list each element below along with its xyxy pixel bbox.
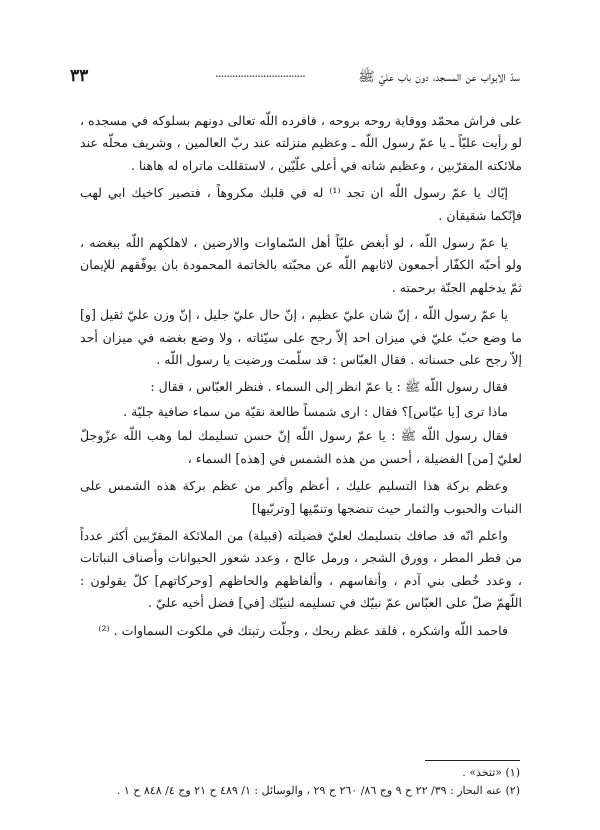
header-dot-leader: ................................	[214, 66, 305, 80]
paragraph-3: يا عمّ رسول اللّه ، لو أبغض عليّاً أهل السّماوات والارضين ، لاهلكهم اللّه ببغضه ، ولو أحبّه الكفّار أجمعون لاثابهم اللّه عن محبّته بالخاتمة المحمودة بان يوفّقهم للإيمان ثمّ يدخلهم الجنّة برحمته .	[80, 235, 522, 295]
running-header	[70, 68, 520, 90]
footnote-separator	[425, 760, 520, 761]
paragraph-9: واعلم انّه قد صافك بتسليمك لعليّ فضيلته (قبيلة) من الملائكة المقرّبين أكثر عدداً من قطر المطر ، وورق الشجر ، ورمل عالج ، وعدد شعور الحيوانات وأصناف النباتات ، وعدد خُطى بني آدم ، وأنفاسهم ، وألفاظهم والحاظهم [وحركاتهم] كلّ يقولون : اللّهمّ صلّ على العبّاس عمّ نبيّك في تسليمه لنبيّك [في] فضل أخيه عليّ .	[80, 527, 522, 611]
paragraph-4: يا عمّ رسول اللّه ، إنّ شان عليّ عظيم ، إنّ حال عليّ جليل ، إنّ وزن عليّ ثقيل [و] ما وضع حبّ عليّ في ميزان احد إلاّ رجح على سيّئاته ، ولا وضع بغضه في ميزان أحد إلاّ رجح على حسناته . فقال العبّاس : قد سلّمت ورضيت يا رسول اللّه .	[80, 307, 522, 368]
footnote-1: (١) «تتخذ» .	[462, 766, 520, 779]
paragraph-5: فقال رسول اللّه ﷺ : يا عمّ انظر إلى السماء . فنظر العبّاس ، فقال :	[150, 379, 508, 395]
paragraph-7: فقال رسول اللّه ﷺ : يا عمّ رسول اللّه إنّ حسن تسليمك لما وهب اللّه عزّوجلّ لعليّ [من] الفضيلة ، أحسن من هذه الشمس في [هذه] السماء ،	[80, 428, 522, 466]
header-title: سدّ الابواب عن المسجد، دون باب عليّ ﷺ	[358, 69, 520, 85]
paragraph-8: وعظم بركة هذا التسليم عليك ، أعظم وأكبر من عظم بركة هذه الشمس على النبات والحبوب والثمار حيث تنضجها وتنمّيها [وتربّيها]	[80, 478, 522, 516]
paragraph-6: ماذا ترى [يا عبّاس]؟ فقال : ارى شمساً طالعة نقيّة من سماء صافية جليّة .	[123, 403, 508, 419]
paragraph-10: فاحمد اللّه واشكره ، فلقد عظم ربحك ، وجلّت رتبتك في ملكوت السماوات . ⁽²⁾	[98, 622, 508, 638]
page-number: ٣٣	[70, 66, 89, 86]
main-text	[80, 110, 522, 647]
paragraph-2: إيّاك يا عمّ رسول اللّه ان تجد ⁽¹⁾ له في قلبك مكروهاً ، فتصير كاخيك ابي لهب فإنّكما شقيقان .	[80, 185, 522, 223]
paragraph-1: على فراش محمّد ووقاية روحه بروحه ، فافرده اللّه تعالى دونهم بسلوكه في مسجده ، لو رأيت عليّاً ـ يا عمّ رسول اللّه ـ وعظيم منزلته عند ربّ العالمين ، وشريف محلّه عند ملائكته المقرّبين ، وعظيم شانه في أعلى علّيّين ، لاستقللت ماتراه له هاهنا .	[80, 113, 522, 173]
footnote-2: (٢) عنه البحار : ٣٩/ ٢٢ ح ٩ وج ٨٦/ ٢٦٠ ح ٢٩ ، والوسائل : ١/ ٤٨٩ ح ٢١ وج ٤/ ٨٤٨ ح ١ .	[116, 784, 520, 797]
